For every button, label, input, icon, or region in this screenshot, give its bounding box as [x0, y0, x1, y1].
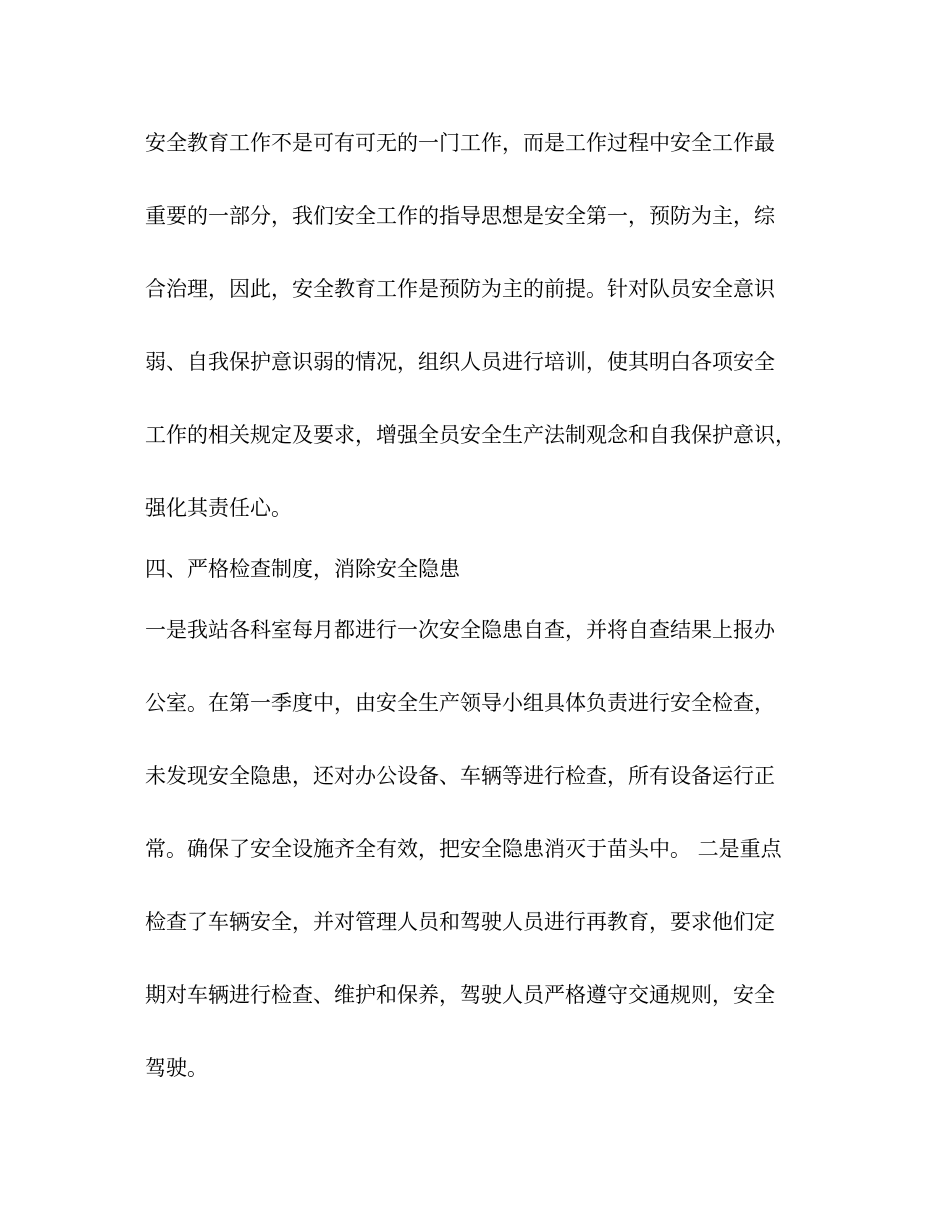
paragraph-line: 弱、自我保护意识弱的情况，组织人员进行培训，使其明白各项安全 [145, 350, 775, 374]
paragraph-line: 驾驶。 [145, 1056, 208, 1080]
paragraph-line: 检查了车辆安全，并对管理人员和驾驶人员进行再教育，要求他们定 [145, 910, 775, 934]
paragraph-line: 工作的相关规定及要求，增强全员安全生产法制观念和自我保护意识， [145, 423, 796, 447]
section-heading: 四、严格检查制度，消除安全隐患 [145, 557, 460, 581]
paragraph-line: 未发现安全隐患，还对办公设备、车辆等进行检查，所有设备运行正 [145, 764, 775, 788]
paragraph-line: 安全教育工作不是可有可无的一门工作，而是工作过程中安全工作最 [145, 131, 775, 155]
paragraph-line: 合治理，因此，安全教育工作是预防为主的前提。针对队员安全意识 [145, 277, 775, 301]
paragraph-line: 重要的一部分，我们安全工作的指导思想是安全第一，预防为主，综 [145, 204, 775, 228]
paragraph-line: 公室。在第一季度中，由安全生产领导小组具体负责进行安全检查， [145, 691, 775, 715]
paragraph-line: 一是我站各科室每月都进行一次安全隐患自查，并将自查结果上报办 [145, 618, 775, 642]
paragraph-line: 常。确保了安全设施齐全有效，把安全隐患消灭于苗头中。 二是重点 [145, 837, 782, 861]
paragraph-line: 期对车辆进行检查、维护和保养，驾驶人员严格遵守交通规则，安全 [145, 983, 775, 1007]
paragraph-line: 强化其责任心。 [145, 496, 292, 520]
